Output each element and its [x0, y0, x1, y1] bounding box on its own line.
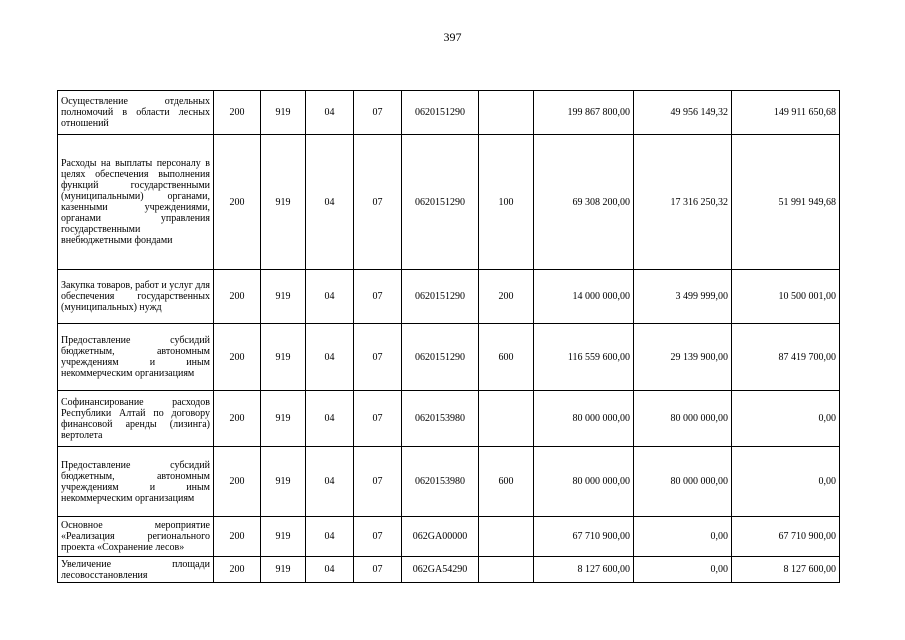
- code-cell: 919: [261, 91, 306, 135]
- code-cell: 07: [354, 324, 402, 391]
- code-cell: 200: [214, 324, 261, 391]
- budget-table: [57, 90, 840, 583]
- table-row: [58, 91, 840, 135]
- code-cell: 07: [354, 91, 402, 135]
- code-cell: 200: [479, 270, 534, 324]
- amount-cell: 0,00: [634, 557, 732, 583]
- table-row: [58, 557, 840, 583]
- code-cell: 0620151290: [402, 91, 479, 135]
- amount-cell: 67 710 900,00: [534, 517, 634, 557]
- row-name: Осуществление отдельных полномочий в области лесных отношений: [58, 91, 214, 135]
- code-cell: 04: [306, 517, 354, 557]
- amount-cell: 14 000 000,00: [534, 270, 634, 324]
- amount-cell: 0,00: [732, 391, 840, 447]
- code-cell: 919: [261, 557, 306, 583]
- code-cell: 200: [214, 391, 261, 447]
- row-name: Предоставление субсидий бюджетным, автономным учреждениям и иным некоммерческим организациям: [58, 447, 214, 517]
- code-cell: 07: [354, 517, 402, 557]
- row-name: Расходы на выплаты персоналу в целях обеспечения выполнения функций государственными (муниципальными) органами, казенными учреждениями, органами управления государственными внебюджетными фондами: [58, 135, 214, 270]
- code-cell: 062GA00000: [402, 517, 479, 557]
- amount-cell: 8 127 600,00: [732, 557, 840, 583]
- row-name: Основное мероприятие «Реализация регионального проекта «Сохранение лесов»: [58, 517, 214, 557]
- code-cell: 0620153980: [402, 391, 479, 447]
- code-cell: 04: [306, 557, 354, 583]
- row-name: Софинансирование расходов Республики Алтай по договору финансовой аренды (лизинга) вертолета: [58, 391, 214, 447]
- amount-cell: 3 499 999,00: [634, 270, 732, 324]
- table-body: [58, 91, 840, 583]
- code-cell: 04: [306, 391, 354, 447]
- code-cell: [479, 91, 534, 135]
- code-cell: 04: [306, 447, 354, 517]
- table-row: [58, 517, 840, 557]
- amount-cell: 80 000 000,00: [634, 447, 732, 517]
- code-cell: 0620151290: [402, 324, 479, 391]
- amount-cell: 0,00: [634, 517, 732, 557]
- code-cell: 0620151290: [402, 270, 479, 324]
- code-cell: [479, 391, 534, 447]
- code-cell: 919: [261, 391, 306, 447]
- amount-cell: 80 000 000,00: [534, 391, 634, 447]
- code-cell: 04: [306, 135, 354, 270]
- code-cell: 919: [261, 270, 306, 324]
- amount-cell: 29 139 900,00: [634, 324, 732, 391]
- amount-cell: 17 316 250,32: [634, 135, 732, 270]
- code-cell: 919: [261, 324, 306, 391]
- code-cell: 0620151290: [402, 135, 479, 270]
- code-cell: 200: [214, 447, 261, 517]
- amount-cell: 10 500 001,00: [732, 270, 840, 324]
- code-cell: 07: [354, 270, 402, 324]
- amount-cell: 0,00: [732, 447, 840, 517]
- page-number: 397: [443, 30, 462, 44]
- code-cell: 200: [214, 517, 261, 557]
- amount-cell: 80 000 000,00: [534, 447, 634, 517]
- amount-cell: 116 559 600,00: [534, 324, 634, 391]
- table-row: [58, 324, 840, 391]
- code-cell: 919: [261, 447, 306, 517]
- amount-cell: 51 991 949,68: [732, 135, 840, 270]
- code-cell: [479, 517, 534, 557]
- amount-cell: 87 419 700,00: [732, 324, 840, 391]
- code-cell: 07: [354, 135, 402, 270]
- row-name: Увеличение площади лесовосстановления: [58, 557, 214, 583]
- table-row: [58, 447, 840, 517]
- code-cell: 200: [214, 270, 261, 324]
- amount-cell: 67 710 900,00: [732, 517, 840, 557]
- table-row: [58, 135, 840, 270]
- code-cell: 200: [214, 91, 261, 135]
- row-name: Закупка товаров, работ и услуг для обеспечения государственных (муниципальных) нужд: [58, 270, 214, 324]
- code-cell: 07: [354, 391, 402, 447]
- code-cell: 100: [479, 135, 534, 270]
- code-cell: 07: [354, 557, 402, 583]
- amount-cell: 149 911 650,68: [732, 91, 840, 135]
- code-cell: 07: [354, 447, 402, 517]
- code-cell: 200: [214, 557, 261, 583]
- code-cell: 919: [261, 517, 306, 557]
- amount-cell: 69 308 200,00: [534, 135, 634, 270]
- table-row: [58, 270, 840, 324]
- code-cell: 04: [306, 270, 354, 324]
- amount-cell: 8 127 600,00: [534, 557, 634, 583]
- code-cell: 062GA54290: [402, 557, 479, 583]
- code-cell: 0620153980: [402, 447, 479, 517]
- code-cell: 919: [261, 135, 306, 270]
- table-row: [58, 391, 840, 447]
- amount-cell: 80 000 000,00: [634, 391, 732, 447]
- code-cell: 04: [306, 91, 354, 135]
- code-cell: 600: [479, 447, 534, 517]
- amount-cell: 199 867 800,00: [534, 91, 634, 135]
- row-name: Предоставление субсидий бюджетным, автономным учреждениям и иным некоммерческим организациям: [58, 324, 214, 391]
- code-cell: [479, 557, 534, 583]
- code-cell: 600: [479, 324, 534, 391]
- code-cell: 04: [306, 324, 354, 391]
- amount-cell: 49 956 149,32: [634, 91, 732, 135]
- code-cell: 200: [214, 135, 261, 270]
